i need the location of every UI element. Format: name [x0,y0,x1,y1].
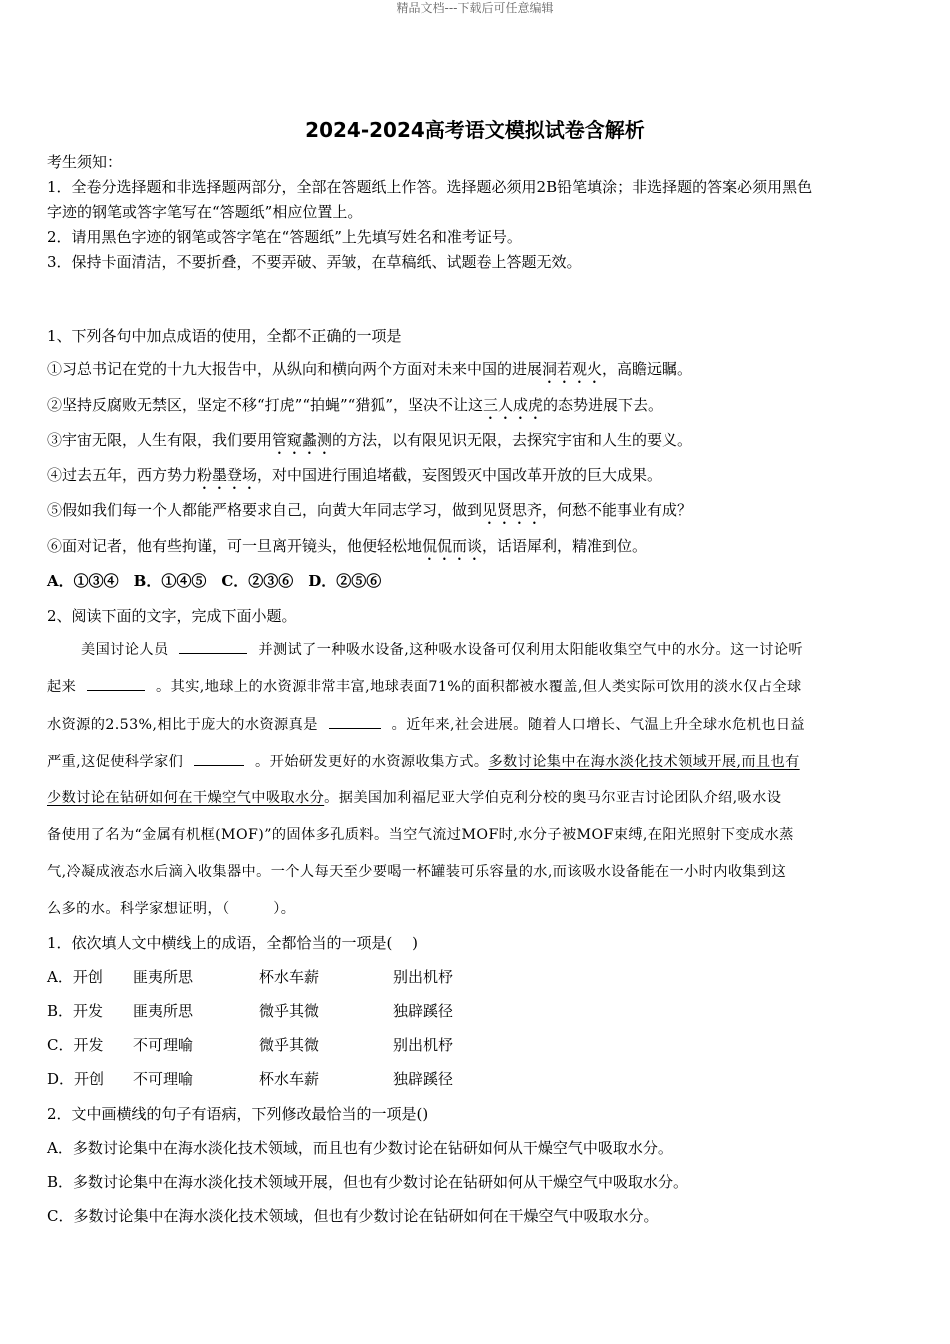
sub1-b-col1: B．开发 [47,1002,104,1020]
sub1-a-col4: 别出机杼 [393,968,454,986]
passage-line-6: 备使用了名为“金属有机框(MOF)”的固体多孔质料。当空气流过MOF时,水分子被MOF束缚,在阳光照射下变成水蒸 [47,827,794,843]
sub1-d-col3: 杯水车薪 [259,1070,320,1088]
sub1-option-a [47,967,907,987]
q1-stem: 1、下列各句中加点成语的使用，全都不正确的一项是 [47,327,402,345]
q2-stem: 2、阅读下面的文字，完成下面小题。 [47,607,297,625]
q1-sentence-3 [47,430,907,458]
q1-options: A．①③④ B．①④⑤ C．②③⑥ D．②⑤⑥ [47,572,382,590]
blank-3 [329,714,381,729]
q1-s1-idiom: 洞若观火 [542,360,603,378]
sub2-option-c: C．多数讨论集中在海水淡化技术领域，但也有少数讨论在钻研如何在干燥空气中吸取水分。 [47,1207,659,1225]
q1-sentence-2 [47,395,907,423]
blank-2 [87,676,145,691]
sub1-option-c [47,1035,907,1055]
q1-s4-pre: ④过去五年，西方势力 [47,466,198,484]
page-title: 2024-2024高考语文模拟试卷含解析 [305,118,645,142]
q1-s6-post: ，话语犀利，精准到位。 [482,537,648,555]
sub1-a-col2: 匪夷所思 [133,968,194,986]
passage-line-1 [81,639,901,660]
sub2-option-b: B．多数讨论集中在海水淡化技术领域开展，但也有少数讨论在钻研如何从干燥空气中吸取水分。 [47,1173,689,1191]
q1-s3-post: 的方法，以有限见识无限，去探究宇宙和人生的要义。 [332,431,693,449]
q1-s2-pre: ②坚持反腐败无禁区，坚定不移“打虎”“拍蝇”“猎狐”，坚决不让这 [47,396,484,414]
sub1-b-col2: 匪夷所思 [133,1002,194,1020]
q1-s3-pre: ③宇宙无限，人生有限，我们要用 [47,431,273,449]
sub2-stem: 2．文中画横线的句子有语病，下列修改最恰当的一项是() [47,1105,429,1123]
q1-s5-idiom: 见贤思齐 [482,501,543,519]
blank-1 [179,639,247,654]
q1-s6-pre: ⑥面对记者，他有些拘谨，可一旦离开镜头，他便轻松地 [47,537,423,555]
passage-p4a: 严重,这促使科学家们 [47,754,184,770]
passage-line-8: 么多的水。科学家想证明，（ ）。 [47,901,296,917]
sub1-stem: 1．依次填人文中横线上的成语，全都恰当的一项是( ) [47,934,419,952]
q1-s5-post: ，何愁不能事业有成？ [542,501,693,519]
notice-item-1a: 1．全卷分选择题和非选择题两部分，全部在答题纸上作答。选择题必须用2B铅笔填涂；非选择题的答案必须用黑色 [47,178,813,196]
passage-p3b: 。近年来,社会进展。随着人口增长、气温上升全球水危机也日益 [391,717,806,733]
sub1-option-d [47,1069,907,1089]
passage-line-7: 气,冷凝成液态水后滴入收集器中。一个人每天至少要喝一杯罐装可乐容量的水,而该吸水设备能在一小时内收集到这 [47,864,787,880]
q1-s4-post: ，对中国进行围追堵截，妄图毁灭中国改革开放的巨大成果。 [257,466,663,484]
q1-sentence-5 [47,500,907,528]
sub1-d-col2: 不可理喻 [133,1070,194,1088]
sub1-d-col1: D．开创 [47,1070,105,1088]
notice-heading: 考生须知： [47,153,123,171]
passage-line-2 [47,676,901,697]
notice-item-1b: 字迹的钢笔或答字笔写在“答题纸”相应位置上。 [47,203,363,221]
sub1-c-col4: 别出机杼 [393,1036,454,1054]
q1-s1-pre: ①习总书记在党的十九大报告中，从纵向和横向两个方面对未来中国的进展 [47,360,543,378]
passage-p4b: 。开始研发更好的水资源收集方式。 [255,754,489,770]
sub1-a-col1: A．开创 [47,968,103,986]
sub2-option-a: A．多数讨论集中在海水淡化技术领域，而且也有少数讨论在钻研如何从干燥空气中吸取水分。 [47,1139,673,1157]
sub1-b-col4: 独辟蹊径 [393,1002,454,1020]
q1-s2-post: 的态势进展下去。 [543,396,664,414]
sub1-option-b [47,1001,907,1021]
passage-line-4 [47,751,901,772]
passage-p1a: 美国讨论人员 [81,642,169,658]
passage-p5b: 。据美国加利福尼亚大学伯克利分校的奥马尔亚吉讨论团队介绍,吸水设 [324,790,782,806]
sub1-a-col3: 杯水车薪 [259,968,320,986]
q1-s1-post: ，高瞻远瞩。 [602,360,693,378]
underlined-sentence-part-1: 多数讨论集中在海水淡化技术领域开展,而且也有 [488,754,800,770]
q1-s2-idiom: 三人成虎 [483,396,544,414]
sub1-c-col3: 微乎其微 [259,1036,320,1054]
sub1-c-col1: C．开发 [47,1036,104,1054]
notice-item-2: 2．请用黑色字迹的钢笔或答字笔在“答题纸”上先填写姓名和准考证号。 [47,228,522,246]
q1-s3-idiom: 管窥蠡测 [272,431,333,449]
q1-s5-pre: ⑤假如我们每一个人都能严格要求自己，向黄大年同志学习，做到 [47,501,483,519]
q1-sentence-1 [47,359,907,387]
passage-p3a: 水资源的2.53%,相比于庞大的水资源真是 [47,717,318,733]
q1-s4-idiom: 粉墨登场 [197,466,258,484]
passage-line-5 [47,788,901,808]
sub1-d-col4: 独辟蹊径 [393,1070,454,1088]
q1-s6-idiom: 侃侃而谈 [422,537,483,555]
sub1-c-col2: 不可理喻 [133,1036,194,1054]
passage-p2b: 。其实,地球上的水资源非常丰富,地球表面71%的面积都被水覆盖,但人类实际可饮用的淡水仅占全球 [156,679,802,695]
passage-p1b: 并测试了一种吸水设备,这种吸水设备可仅利用太阳能收集空气中的水分。这一讨论听 [258,642,804,658]
sub1-b-col3: 微乎其微 [259,1002,320,1020]
passage-line-3 [47,714,901,735]
passage-p2a: 起来 [47,679,77,695]
blank-4 [194,751,244,766]
notice-item-3: 3．保持卡面清洁，不要折叠，不要弄破、弄皱，在草稿纸、试题卷上答题无效。 [47,253,582,271]
q1-sentence-6 [47,536,907,564]
underlined-sentence-part-2: 少数讨论在钻研如何在干燥空气中吸取水分 [47,790,325,806]
q1-sentence-4 [47,465,907,493]
header-note: 精品文档---下载后可任意编辑 [396,1,554,15]
